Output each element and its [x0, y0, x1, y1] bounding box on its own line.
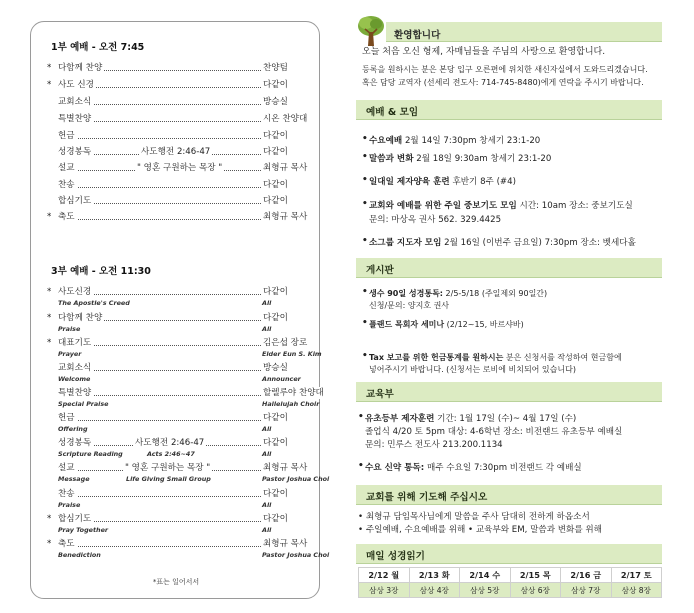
program-row-english-mid: Life Giving Small Group: [126, 475, 211, 483]
worship-program-card: [30, 21, 330, 599]
program-row-english: Prayer: [58, 350, 82, 358]
program-row-english: Welcome: [58, 375, 91, 383]
reading-chapter: 삼상 6장: [510, 583, 561, 598]
service1-title: 1부 예배 - 오전 7:45: [51, 42, 145, 53]
program-row: 찬송 다같이: [47, 488, 319, 500]
education-item: 유초등부 제자훈련 기간: 1월 17일 (수)~ 4월 17일 (수): [365, 414, 577, 424]
reading-day: 2/17 토: [611, 568, 662, 583]
program-row: 특별찬양 시온 찬양대: [47, 113, 319, 125]
reading-day: 2/16 금: [561, 568, 612, 583]
program-row-english: Offering: [58, 425, 88, 433]
worship-item: 수요예배 2월 14일 7:30pm 창세기 23:1-20: [369, 136, 541, 146]
program-row-english: Benediction: [58, 551, 101, 559]
welcome-line: 등록을 원하시는 분은 본당 입구 오른편에 위치한 새신자실에서 도와드리겠습니다.: [362, 65, 648, 74]
reading-chapter: 삼상 7장: [561, 583, 612, 598]
program-row: * 축도 최형규 목사: [47, 211, 319, 223]
program-row: 성경봉독 사도행전 2:46-47 다같이: [47, 437, 319, 449]
reading-header: 매일 성경읽기: [356, 544, 662, 564]
board-item: 플랜드 목회자 세미나 (2/12~15, 바르샤바): [369, 320, 524, 329]
education-item: 수요 신약 통독: 매주 수요일 7:30pm 비전랜드 각 예배실: [365, 463, 582, 473]
worship-item: 교회와 예배를 위한 주일 중보기도 모임 시간: 10am 장소: 중보기도실: [369, 201, 633, 211]
standing-footnote: *표는 일어서서: [152, 578, 200, 586]
reading-table: [358, 567, 662, 598]
program-row-english-person: All: [262, 450, 272, 458]
education-item-detail: 졸업식 4/20 토 5pm 대상: 4-6학년 장소: 비전랜드 유초등부 예배실: [365, 427, 623, 437]
prayer-header: 교회를 위해 기도해 주십시오: [356, 485, 662, 505]
program-row: 설교 " 영혼 구원하는 목장 " 최형규 목사: [47, 162, 319, 174]
worship-item: 말씀과 변화 2월 18일 9:30am 창세기 23:1-20: [369, 154, 552, 164]
education-item-detail: 문의: 민루스 전도사 213.200.1134: [365, 440, 503, 450]
reading-day: 2/14 수: [460, 568, 511, 583]
program-row-english-person: Pastor Joshua Choi: [262, 551, 330, 559]
worship-header: 예배 & 모임: [356, 100, 662, 120]
program-row-english-person: Announcer: [262, 375, 301, 383]
reading-day: 2/15 목: [510, 568, 561, 583]
program-row: * 다함께 찬양 다같이: [47, 312, 319, 324]
program-row: 교회소식 방승실: [47, 96, 319, 108]
reading-chapter: 삼상 4장: [409, 583, 460, 598]
program-row-english-person: Elder Eun S. Kim: [262, 350, 322, 358]
program-row: 헌금 다같이: [47, 412, 319, 424]
program-row: 특별찬양 할렐루야 찬양대: [47, 387, 319, 399]
program-row: 헌금 다같이: [47, 130, 319, 142]
reading-chapter: 삼상 5장: [460, 583, 511, 598]
prayer-item: • 주일예배, 수요예배를 위해 • 교육부와 EM, 말씀과 변화를 위해: [358, 525, 602, 535]
worship-item-detail: 문의: 마상옥 권사 562. 329.4425: [369, 215, 502, 225]
program-row: * 사도 신경 다같이: [47, 79, 319, 91]
program-row: * 사도신경 다같이: [47, 286, 319, 298]
program-row-english-person: All: [262, 501, 272, 509]
board-item: 생수 90일 성경통독: 2/5-5/18 (주일제외 90일간): [369, 289, 548, 298]
reading-chapter: 삼상 3장: [359, 583, 410, 598]
reading-chapter: 삼상 8장: [611, 583, 662, 598]
prayer-item: • 최형규 담임목사님에게 말씀을 주사 담대히 전하게 하옵소서: [358, 512, 590, 522]
program-row: 설교 " 영혼 구원하는 목장 " 최형규 목사: [47, 462, 319, 474]
tree-icon: [356, 14, 386, 48]
program-row-english: Message: [58, 475, 90, 483]
program-row: * 대표기도 김은섭 장로: [47, 337, 319, 349]
service3-title: 3부 예배 - 오전 11:30: [51, 266, 151, 277]
program-row-english-mid: Acts 2:46~47: [147, 450, 195, 458]
welcome-title: 환영합니다: [394, 30, 441, 41]
reading-day: 2/12 월: [359, 568, 410, 583]
program-row: 교회소식 방승실: [47, 362, 319, 374]
program-row-english-person: All: [262, 325, 272, 333]
worship-item: 소그룹 지도자 모임 2월 16일 (이번주 금요일) 7:30pm 장소: 벳세다홀: [369, 238, 636, 248]
program-row-english-person: All: [262, 526, 272, 534]
program-row: * 합심기도 다같이: [47, 513, 319, 525]
welcome-line: 혹은 담당 교역자 (선세리 전도사: 714-745-8480)에게 연락을 주시기 바랍니다.: [362, 78, 644, 87]
program-row: * 축도 최형규 목사: [47, 538, 319, 550]
program-row-english: Praise: [58, 325, 81, 333]
program-row-english: Praise: [58, 501, 81, 509]
program-row-english-person: Pastor Joshua Choi: [262, 475, 330, 483]
program-row: * 다함께 찬양 찬양팀: [47, 62, 319, 74]
program-row-english: The Apostle's Creed: [58, 299, 130, 307]
program-row-english: Scripture Reading: [58, 450, 123, 458]
program-row-english: Pray Together: [58, 526, 109, 534]
program-row: 성경봉독 사도행전 2:46-47 다같이: [47, 146, 319, 158]
reading-day: 2/13 화: [409, 568, 460, 583]
program-row-english-person: Hallelujah Choir: [262, 400, 320, 408]
program-row-english-person: All: [262, 299, 272, 307]
education-header: 교육부: [356, 382, 662, 402]
board-item: Tax 보고를 위한 헌금통계를 원하시는 분은 신청서를 작성하여 현금함에: [369, 353, 622, 362]
worship-item: 일대일 제자양육 훈련 후반기 8주 (#4): [369, 177, 516, 187]
program-row-english-person: All: [262, 425, 272, 433]
board-item-detail: 넣어주시기 바랍니다. (신청서는 로비에 비치되어 있습니다): [369, 365, 576, 374]
program-row-english: Special Praise: [58, 400, 109, 408]
board-item-detail: 신청/문의: 양지호 권사: [369, 301, 450, 310]
program-row: 찬송 다같이: [47, 179, 319, 191]
welcome-line: 오늘 처음 오신 형제, 자매님들을 주님의 사랑으로 환영합니다.: [362, 47, 606, 57]
board-header: 게시판: [356, 258, 662, 278]
program-row: 합심기도 다같이: [47, 195, 319, 207]
